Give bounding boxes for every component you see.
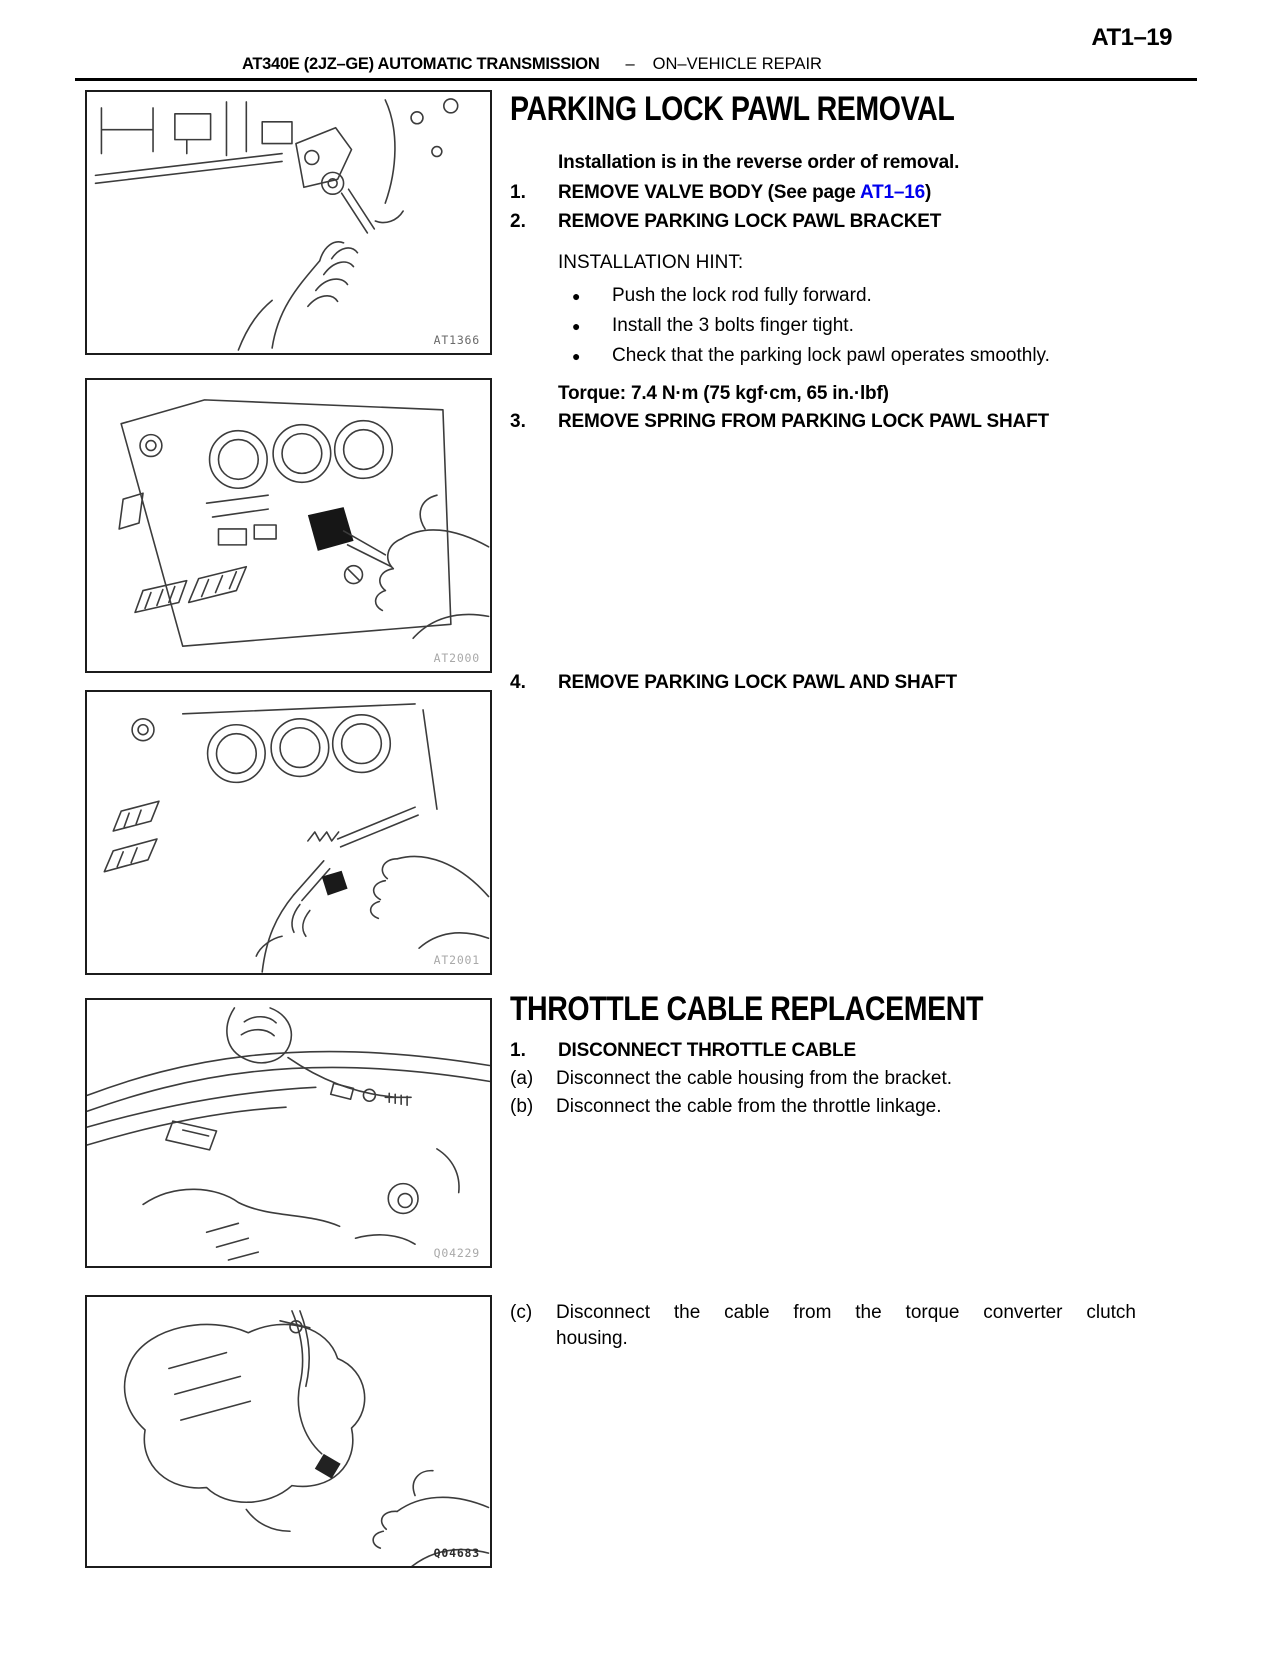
step-remove-pawl-shaft	[510, 670, 1165, 696]
step-text: REMOVE PARKING LOCK PAWL BRACKET	[558, 211, 942, 232]
figure-cable-converter-housing	[85, 1295, 492, 1568]
substep-text: Disconnect the cable from the throttle linkage.	[556, 1096, 942, 1117]
figure-parking-pawl-bracket	[85, 90, 492, 355]
figure-throttle-cable-linkage	[85, 998, 492, 1268]
figure-code: AT1366	[433, 333, 480, 347]
step-number: 4.	[510, 672, 526, 693]
throttle-cable-sketch	[87, 1000, 490, 1266]
step-text: REMOVE PARKING LOCK PAWL AND SHAFT	[558, 672, 957, 693]
hint-item	[510, 313, 1165, 339]
step-remove-valve-body	[510, 180, 1165, 206]
section-title: ON–VEHICLE REPAIR	[652, 55, 822, 73]
figure-remove-spring	[85, 378, 492, 673]
step-number: 1.	[510, 1040, 526, 1061]
hint-text: Install the 3 bolts finger tight.	[612, 315, 854, 336]
intro-note: Installation is in the reverse order of removal.	[558, 152, 960, 173]
torque-spec: Torque: 7.4 N·m (75 kgf·cm, 65 in.·lbf)	[558, 383, 889, 404]
step-remove-spring	[510, 409, 1165, 435]
substep-label: (a)	[510, 1068, 534, 1089]
figure-code: Q04683	[433, 1546, 480, 1560]
page-number: AT1–19	[1091, 24, 1172, 51]
substep-a	[510, 1066, 1165, 1092]
header-rule	[75, 78, 1197, 81]
substep-label: (c)	[510, 1302, 533, 1323]
step-text: REMOVE SPRING FROM PARKING LOCK PAWL SHAFT	[558, 411, 1049, 432]
step-text: REMOVE VALVE BODY (See page AT1–16)	[558, 182, 932, 203]
substep-text: Disconnect the cable housing from the bracket.	[556, 1068, 953, 1089]
hint-text: Check that the parking lock pawl operates smoothly.	[612, 345, 1050, 366]
section-heading-parking: PARKING LOCK PAWL REMOVAL	[510, 90, 955, 128]
step-disconnect-cable	[510, 1038, 1165, 1064]
doc-title: AT340E (2JZ–GE) AUTOMATIC TRANSMISSION	[242, 55, 600, 73]
pawl-shaft-removal-sketch	[87, 692, 490, 973]
hint-text: Push the lock rod fully forward.	[612, 285, 872, 306]
figure-code: AT2001	[433, 953, 480, 967]
converter-housing-sketch	[87, 1297, 490, 1566]
step-text: DISCONNECT THROTTLE CABLE	[558, 1040, 856, 1061]
figure-code: Q04229	[433, 1246, 480, 1260]
header-divider: –	[625, 55, 635, 73]
installation-hint-label: INSTALLATION HINT:	[558, 252, 744, 273]
spring-removal-sketch	[87, 380, 490, 671]
bracket-removal-sketch	[87, 92, 490, 353]
bullet-icon: ●	[572, 288, 581, 304]
step-number: 1.	[510, 182, 526, 203]
section-heading-throttle: THROTTLE CABLE REPLACEMENT	[510, 990, 983, 1028]
running-header	[242, 55, 822, 74]
substep-label: (b)	[510, 1096, 534, 1117]
hint-item	[510, 283, 1165, 309]
step-remove-bracket	[510, 209, 1165, 235]
step-number: 3.	[510, 411, 526, 432]
figure-code: AT2000	[433, 651, 480, 665]
figure-remove-pawl-shaft	[85, 690, 492, 975]
step-number: 2.	[510, 211, 526, 232]
substep-c	[510, 1300, 1165, 1352]
substep-text: Disconnect the cable from the torque converter clutch housing.	[556, 1302, 1136, 1349]
page-link-at1-16[interactable]: AT1–16	[860, 182, 925, 203]
bullet-icon: ●	[572, 348, 581, 364]
hint-item	[510, 343, 1165, 369]
substep-b	[510, 1094, 1165, 1120]
bullet-icon: ●	[572, 318, 581, 334]
